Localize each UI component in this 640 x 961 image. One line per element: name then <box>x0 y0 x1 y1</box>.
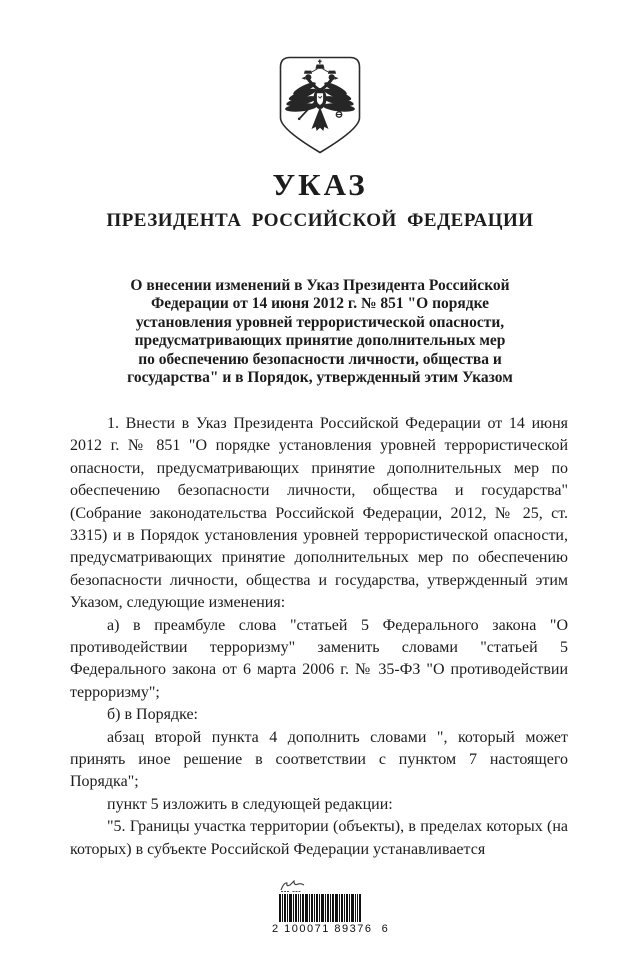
body-paragraph: 1. Внести в Указ Президента Российской Федерации от 14 июня 2012 г. № 851 "О порядке установления уровней террористической опасности, предусматривающих принятие дополнительных мер по обеспечению безопасности личности, общества и государства" (Собрание законодательства Российской Федерации, 2012, № 25, ст. 3315) и в Порядок установления уровней террористической опасности, предусматривающих принятие дополнительных мер по обеспечению безопасности личности, общества и государства, утвержденный этим Указом, следующие изменения: <box>70 414 568 612</box>
heading-line: О внесении изменений в Указ Президента Российской <box>130 276 510 294</box>
body-paragraph: а) в преамбуле слова "статьей 5 Федерального закона "О противодействии терроризму" заменить словами "статьей 5 Федерального закона от 6 марта 2006 г. № 35-ФЗ "О противодействии терроризму"; <box>70 616 568 701</box>
body-paragraph: б) в Порядке: <box>107 706 198 724</box>
heading-line: государства" и в Порядок, утвержденный этим Указом <box>127 369 513 387</box>
double-headed-eagle <box>285 60 356 131</box>
heading-line: установления уровней террористической опасности, <box>135 313 505 331</box>
decree-issuer: ПРЕЗИДЕНТА РОССИЙСКОЙ ФЕДЕРАЦИИ <box>106 210 534 231</box>
handwritten-mark-icon <box>280 880 306 893</box>
coat-of-arms <box>279 56 361 154</box>
body-paragraph: абзац второй пункта 4 дополнить словами ", который может принять иное решение в соответствии с пунктом 7 настоящего Порядка"; <box>70 728 568 791</box>
coat-of-arms-icon <box>279 56 361 154</box>
decree-body <box>0 413 640 861</box>
barcode-bars <box>279 894 361 922</box>
decree-subject-heading <box>0 277 640 388</box>
decree-title: УКАЗ <box>272 167 368 202</box>
heading-line: Федерации от 14 июня 2012 г. № 851 "О порядке <box>150 295 490 313</box>
barcode-digits: 2 100071 89376 6 <box>272 923 390 935</box>
heading-line: предусматривающих принятие дополнительных мер <box>134 332 506 350</box>
barcode <box>272 880 390 935</box>
body-paragraph: пункт 5 изложить в следующей редакции: <box>107 795 393 813</box>
heading-line: по обеспечению безопасности личности, общества и <box>138 350 502 368</box>
decree-page <box>0 56 640 961</box>
body-paragraph: "5. Границы участка территории (объекты), в пределах которых (на которых) в субъекте Российской Федерации устанавливается <box>70 818 568 858</box>
